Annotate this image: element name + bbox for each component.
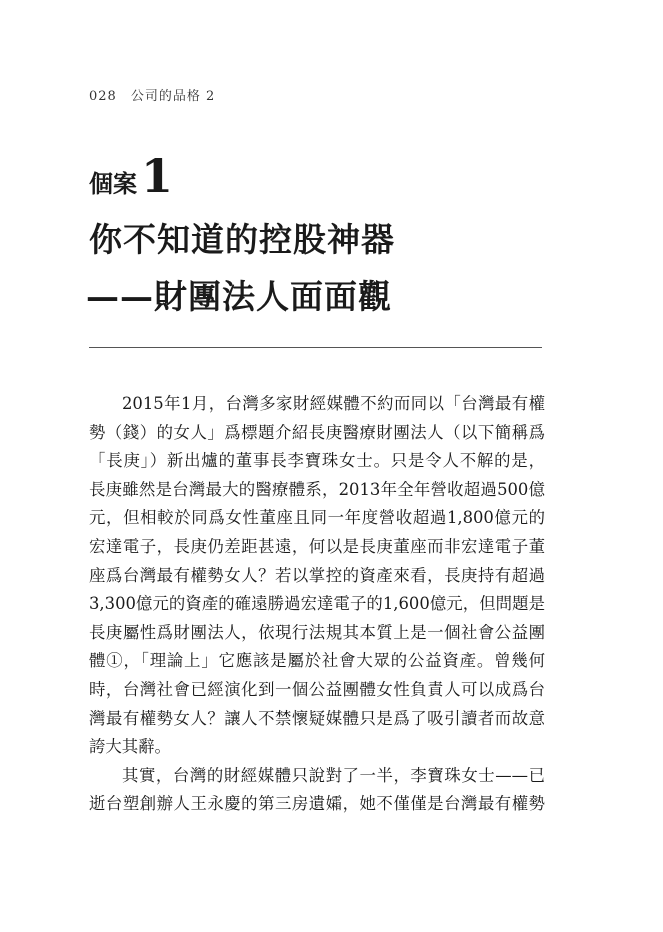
body-line: 勢（錢）的女人」爲標題介紹長庚醫療財團法人（以下簡稱爲: [89, 422, 545, 442]
chapter-subtitle: ——財團法人面面觀: [86, 277, 392, 316]
case-label: [89, 149, 174, 203]
page-number: 028: [89, 89, 117, 104]
body-line: 宏達電子，長庚仍差距甚遠，何以是長庚董座而非宏達電子董: [89, 536, 545, 556]
body-line: 時，台灣社會已經演化到一個公益團體女性負責人可以成爲台: [89, 679, 545, 699]
book-title: 公司的品格 2: [130, 89, 216, 104]
body-line: 逝台塑創辦人王永慶的第三房遺孀，她不僅僅是台灣最有權勢: [89, 794, 545, 814]
body-line: 體①，「理論上」它應該是屬於社會大眾的公益資產。曾幾何: [89, 651, 545, 671]
body-line: 誇大其辭。: [89, 737, 171, 757]
body-line: 3,300億元的資產的確遠勝過宏達電子的1,600億元，但問題是: [89, 594, 545, 614]
body-line: 座爲台灣最有權勢女人？若以掌控的資產來看，長庚持有超過: [89, 565, 545, 585]
body-line: 長庚屬性爲財團法人，依現行法規其本質上是一個社會公益團: [89, 622, 545, 642]
body-line: 元，但相較於同爲女性董座且同一年度營收超過1,800億元的: [89, 508, 545, 528]
body-line: 2015年1月，台灣多家財經媒體不約而同以「台灣最有權: [122, 394, 545, 413]
case-number: 1: [141, 149, 174, 203]
body-line: 「長庚」）新出爐的董事長李寶珠女士。只是令人不解的是，: [89, 451, 545, 471]
running-head: [89, 85, 215, 104]
chapter-title: 你不知道的控股神器: [89, 220, 395, 259]
body-text: [89, 390, 545, 819]
body-line: 其實，台灣的財經媒體只說對了一半，李寶珠女士——已: [122, 765, 545, 785]
case-word: 個案: [89, 169, 137, 198]
body-line: 長庚雖然是台灣最大的醫療體系，2013年全年營收超過500億: [89, 479, 545, 499]
body-line: 灣最有權勢女人？讓人不禁懷疑媒體只是爲了吸引讀者而故意: [89, 708, 545, 728]
title-divider: [89, 347, 542, 348]
